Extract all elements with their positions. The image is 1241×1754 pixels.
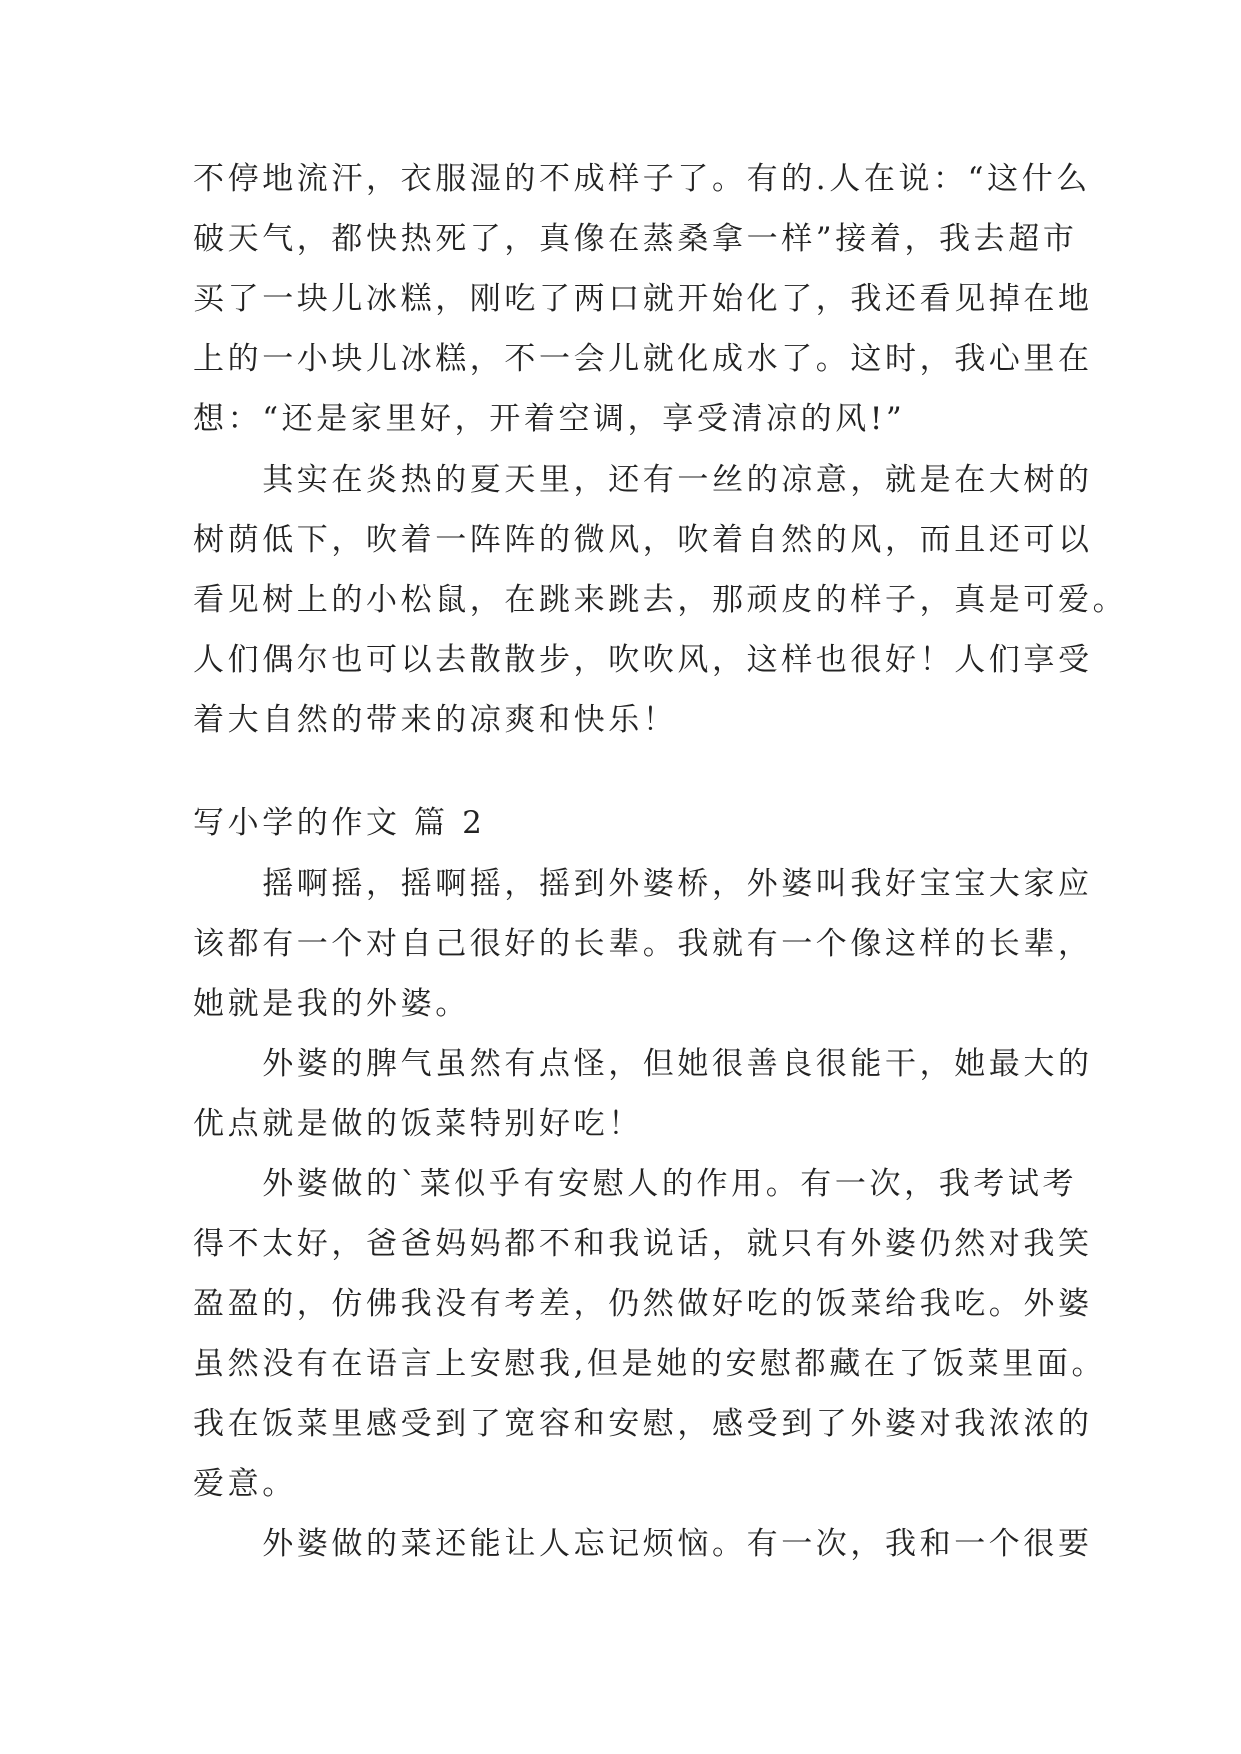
section-heading: 写小学的作文 篇 2 [193, 805, 486, 841]
paragraph-line: 得不太好，爸爸妈妈都不和我说话，就只有外婆仍然对我笑 [193, 1226, 1093, 1262]
paragraph-line: 人们偶尔也可以去散散步，吹吹风，这样也很好！人们享受 [193, 642, 1093, 678]
paragraph-line: 优点就是做的饭菜特别好吃！ [193, 1106, 643, 1142]
paragraph-line: 她就是我的外婆。 [193, 986, 470, 1022]
paragraph-line: 虽然没有在语言上安慰我,但是她的安慰都藏在了饭菜里面。 [193, 1346, 1107, 1382]
paragraph-line: 看见树上的小松鼠，在跳来跳去，那顽皮的样子，真是可爱。 [193, 582, 1128, 618]
paragraph-line: 着大自然的带来的凉爽和快乐！ [193, 702, 678, 738]
paragraph-line: 想：“还是家里好，开着空调，享受清凉的风!” [193, 401, 906, 437]
paragraph-line: 摇啊摇，摇啊摇，摇到外婆桥，外婆叫我好宝宝大家应 [193, 866, 1093, 902]
paragraph-line: 其实在炎热的夏天里，还有一丝的凉意，就是在大树的 [193, 462, 1093, 498]
paragraph-line: 外婆做的`菜似乎有安慰人的作用。有一次，我考试考 [193, 1166, 1078, 1202]
paragraph-line: 不停地流汗，衣服湿的不成样子了。有的.人在说：“这什么 [193, 161, 1091, 197]
paragraph-line: 破天气，都快热死了，真像在蒸桑拿一样”接着，我去超市 [193, 221, 1078, 257]
paragraph-line: 该都有一个对自己很好的长辈。我就有一个像这样的长辈， [193, 926, 1093, 962]
paragraph-line: 买了一块儿冰糕，刚吃了两口就开始化了，我还看见掉在地 [193, 281, 1093, 317]
paragraph-line: 盈盈的，仿佛我没有考差，仍然做好吃的饭菜给我吃。外婆 [193, 1286, 1093, 1322]
paragraph-line: 我在饭菜里感受到了宽容和安慰，感受到了外婆对我浓浓的 [193, 1406, 1093, 1442]
paragraph-line: 外婆做的菜还能让人忘记烦恼。有一次，我和一个很要 [193, 1526, 1093, 1562]
paragraph-line: 外婆的脾气虽然有点怪，但她很善良很能干，她最大的 [193, 1046, 1093, 1082]
paragraph-line: 上的一小块儿冰糕，不一会儿就化成水了。这时，我心里在 [193, 341, 1093, 377]
paragraph-line: 树荫低下，吹着一阵阵的微风，吹着自然的风，而且还可以 [193, 522, 1093, 558]
paragraph-line: 爱意。 [193, 1466, 297, 1502]
